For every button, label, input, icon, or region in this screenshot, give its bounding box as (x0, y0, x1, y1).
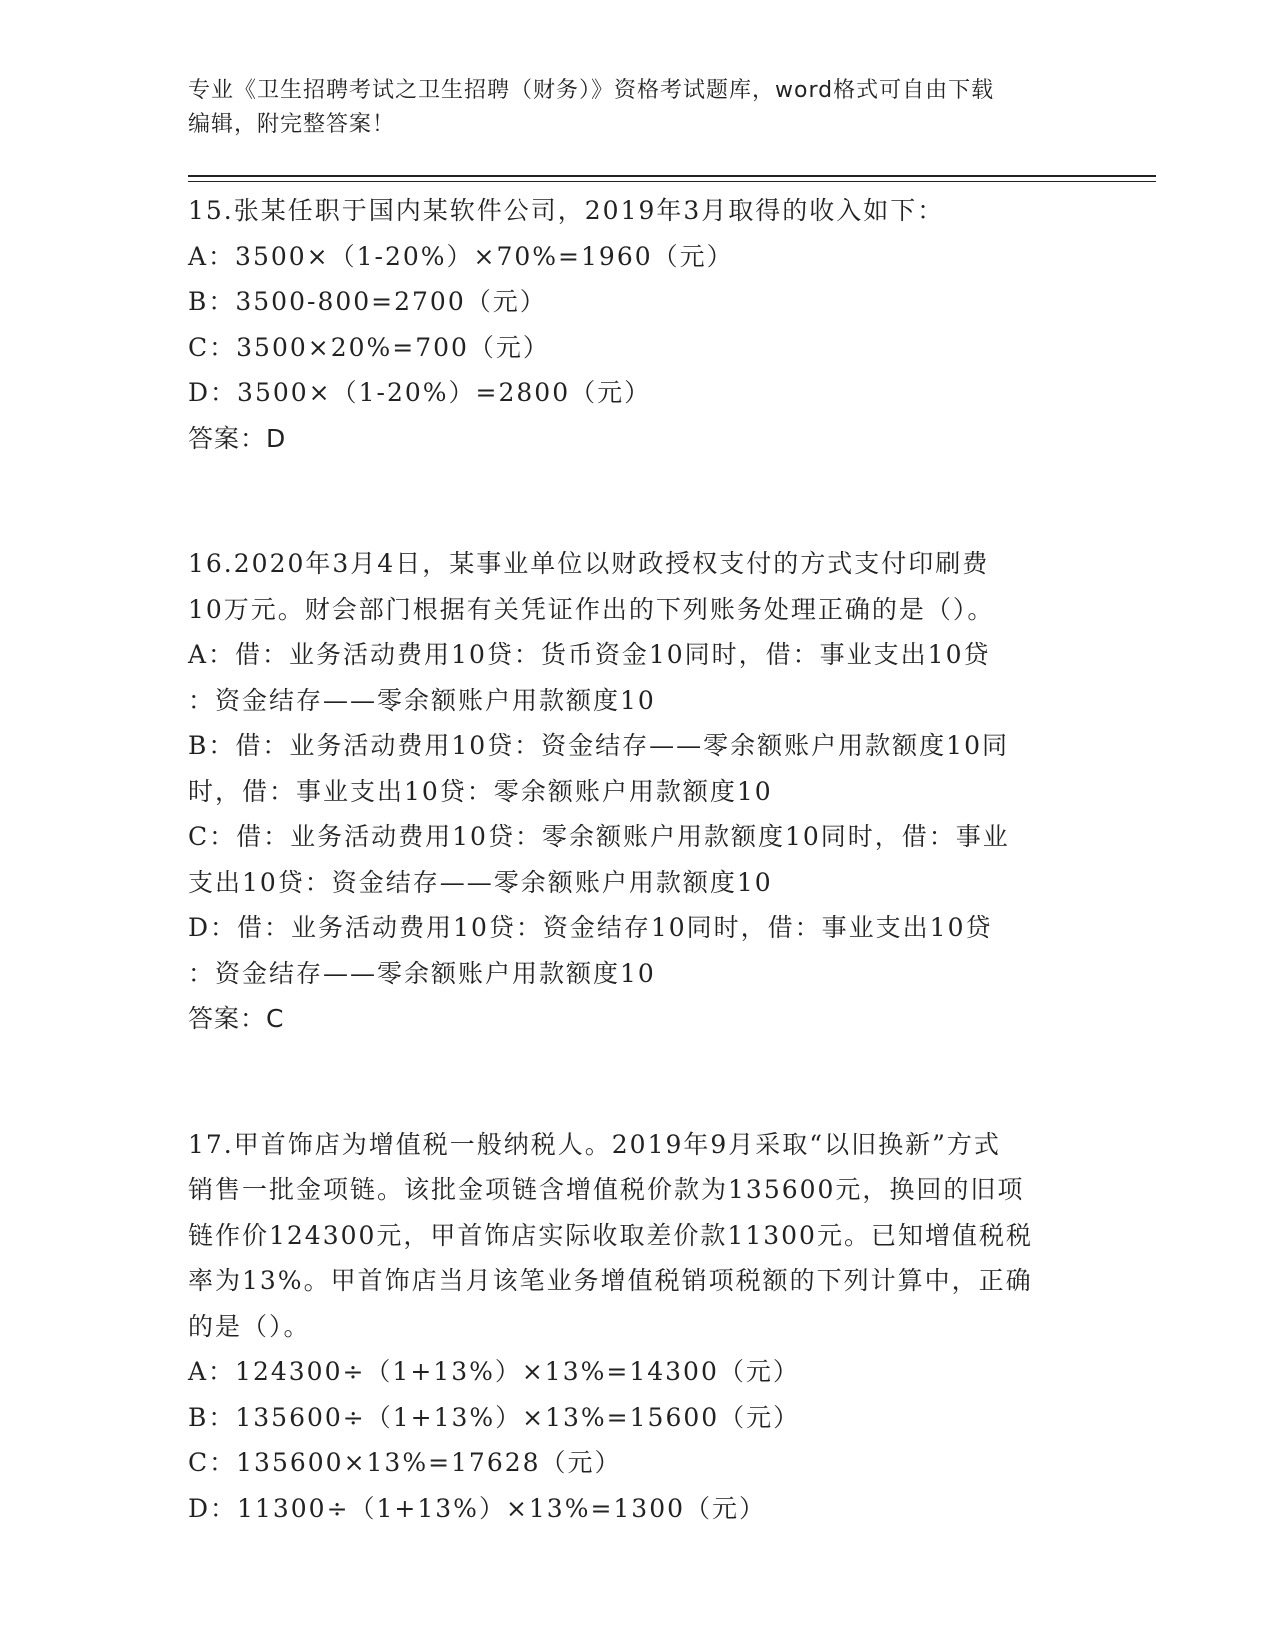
option-a: A：124300÷（1+13%）×13%=14300（元） (188, 1357, 800, 1386)
question-stem: 10万元。财会部门根据有关凭证作出的下列账务处理正确的是（）。 (188, 594, 995, 624)
question-list (188, 188, 1088, 1531)
option-c: C：3500×20%=700（元） (188, 332, 550, 362)
header-line: 编辑，附完整答案！ (188, 112, 396, 137)
option-a: A：借：业务活动费用10贷：货币资金10同时，借：事业支出10贷 (188, 640, 991, 669)
option-a-cont: ：资金结存——零余额账户用款额度10 (188, 685, 656, 715)
question-stem: 率为13%。甲首饰店当月该笔业务增值税销项税额的下列计算中，正确 (188, 1266, 1033, 1295)
option-c: C：借：业务活动费用10贷：零余额账户用款额度10同时，借：事业 (188, 822, 1010, 851)
question-stem: 16.2020年3月4日，某事业单位以财政授权支付的方式支付印刷费 (188, 549, 990, 578)
option-b: B：135600÷（1+13%）×13%=15600（元） (188, 1402, 801, 1432)
option-b: B：借：业务活动费用10贷：资金结存——零余额账户用款额度10同 (188, 731, 1009, 760)
question-stem: 销售一批金项链。该批金项链含增值税价款为135600元，换回的旧项 (188, 1175, 1025, 1204)
option-b: B：3500-800=2700（元） (188, 287, 547, 316)
header-line: 专业《卫生招聘考试之卫生招聘（财务）》资格考试题库，word格式可自由下载 (188, 78, 995, 103)
option-c: C：135600×13%=17628（元） (188, 1448, 622, 1477)
document-header (188, 74, 1088, 142)
answer-label: 答案：D (188, 423, 287, 453)
option-d: D：11300÷（1+13%）×13%=1300（元） (188, 1493, 767, 1523)
question-stem: 17.甲首饰店为增值税一般纳税人。2019年9月采取“以旧换新”方式 (188, 1129, 1001, 1159)
header-divider (188, 175, 1156, 177)
option-d: D：借：业务活动费用10贷：资金结存10同时，借：事业支出10贷 (188, 913, 993, 942)
option-b-cont: 时，借：事业支出10贷：零余额账户用款额度10 (188, 776, 773, 806)
option-d: D：3500×（1-20%）=2800（元） (188, 378, 652, 407)
question-stem: 的是（）。 (188, 1311, 311, 1341)
question-16 (188, 541, 1088, 1042)
question-stem: 链作价124300元，甲首饰店实际收取差价款11300元。已知增值税税 (188, 1220, 1033, 1250)
option-a: A：3500×（1-20%）×70%=1960（元） (188, 241, 734, 271)
question-15 (188, 188, 1088, 461)
question-stem: 15.张某任职于国内某软件公司，2019年3月取得的收入如下： (188, 196, 945, 225)
answer-label: 答案：C (188, 1004, 285, 1033)
option-c-cont: 支出10贷：资金结存——零余额账户用款额度10 (188, 867, 773, 897)
option-d-cont: ：资金结存——零余额账户用款额度10 (188, 958, 656, 988)
header-divider-thin (188, 181, 1156, 182)
question-17 (188, 1122, 1088, 1532)
question-spacer (188, 1042, 1088, 1122)
question-spacer (188, 461, 1088, 541)
